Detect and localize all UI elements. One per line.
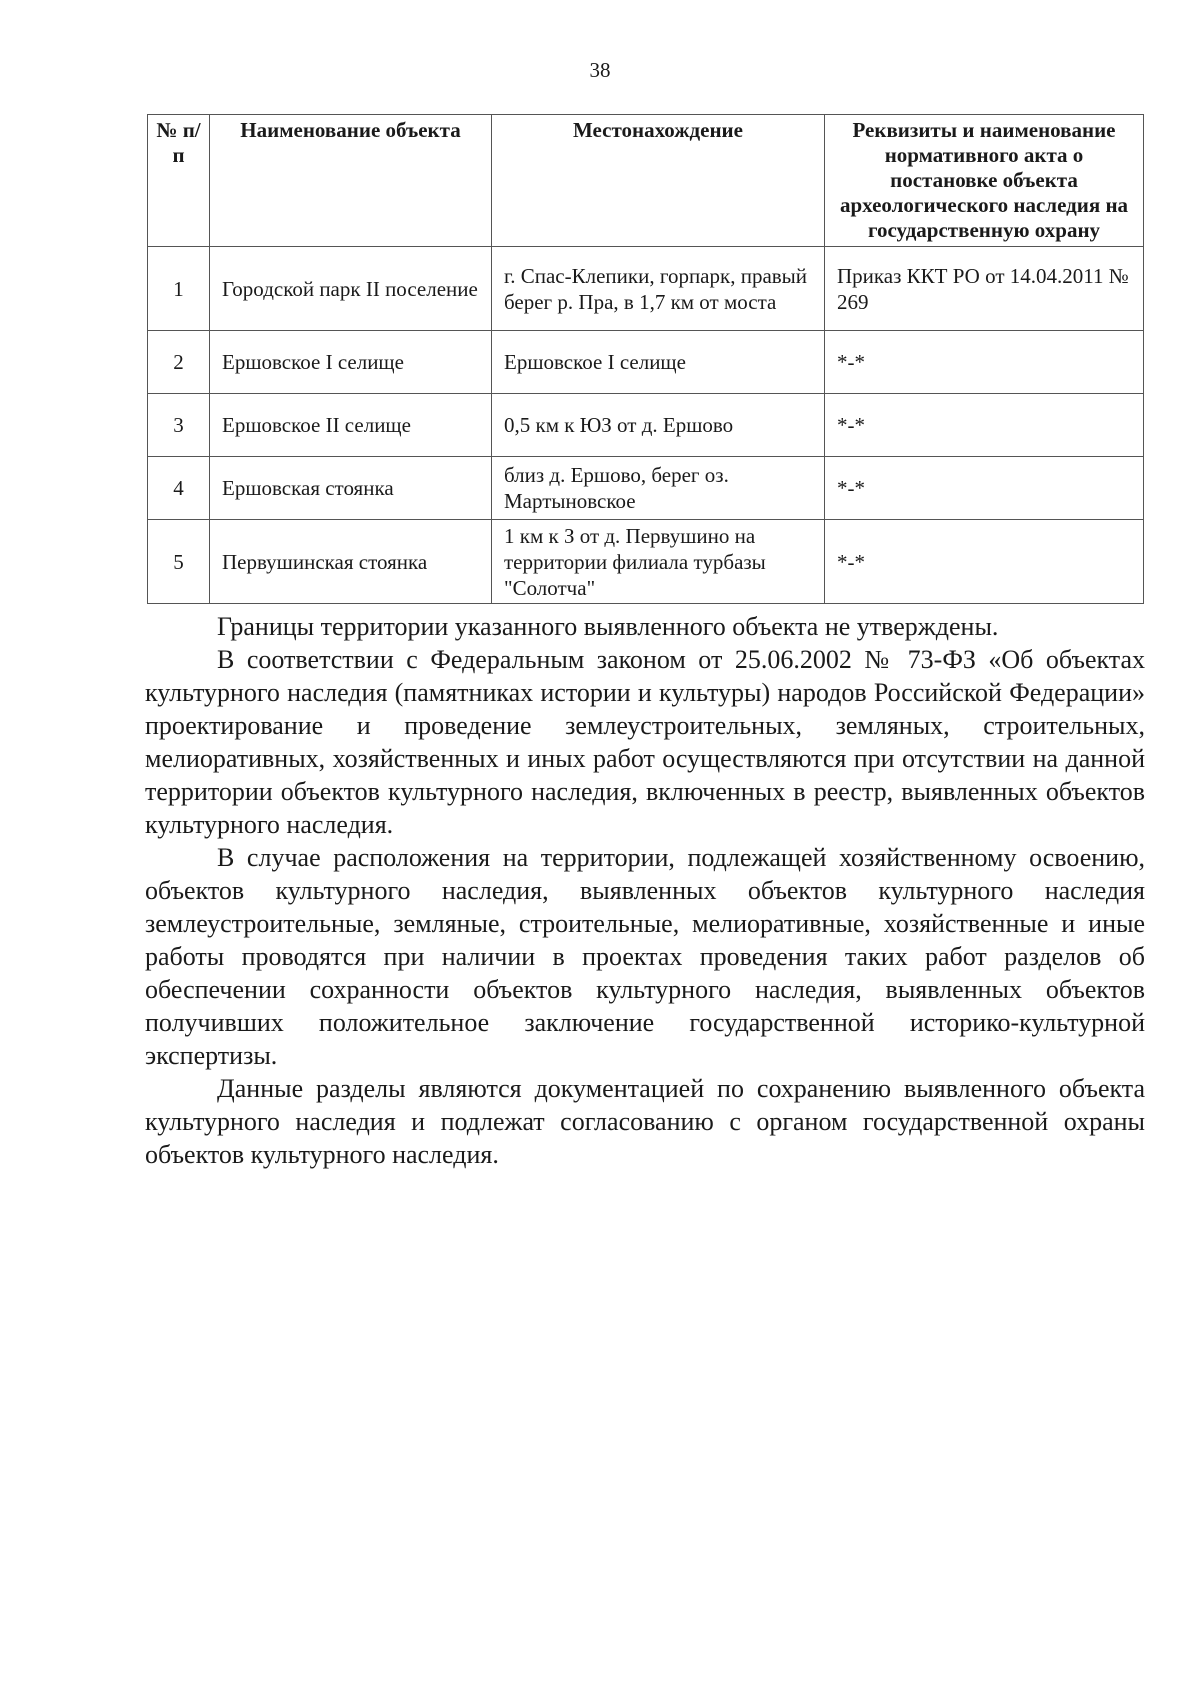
- heritage-objects-table: [147, 114, 1144, 604]
- header-name: Наименование объекта: [210, 115, 492, 247]
- row-requisites: Приказ ККТ РО от 14.04.2011 № 269: [825, 247, 1144, 331]
- row-location: 0,5 км к ЮЗ от д. Ершово: [492, 394, 825, 457]
- paragraph-works-conditions: В случае расположения на территории, подлежащей хозяйственному освоению, объектов культурного наследия, выявленных объектов культурного наследия землеустроительные, земляные, строительные, мелиоративные, хозяйственные и иные работы проводятся при наличии в проектах проведения таких работ разделов об обеспечении сохранности объектов культурного наследия, выявленных объектов получивших положительное заключение государственной историко-культурной экспертизы.: [145, 843, 1145, 1070]
- body-text: [145, 610, 1145, 1171]
- table-row: [148, 331, 1144, 394]
- row-location: г. Спас-Клепики, горпарк, правый берег р. Пра, в 1,7 км от моста: [492, 247, 825, 331]
- row-num: 1: [148, 247, 210, 331]
- paragraph-federal-law: В соответствии с Федеральным законом от 25.06.2002 № 73-ФЗ «Об объектах культурного наследия (памятниках истории и культуры) народов Российской Федерации» проектирование и проведение землеустроительных, земляных, строительных, мелиоративных, хозяйственных и иных работ осуществляются при отсутствии на данной территории объектов культурного наследия, включенных в реестр, выявленных объектов культурного наследия.: [145, 645, 1145, 839]
- table-row: [148, 247, 1144, 331]
- paragraph-boundaries: Границы территории указанного выявленного объекта не утверждены.: [217, 612, 999, 641]
- header-location: Местонахождение: [492, 115, 825, 247]
- row-num: 3: [148, 394, 210, 457]
- table-row: [148, 520, 1144, 604]
- row-requisites: *-*: [825, 520, 1144, 604]
- header-num: № п/п: [148, 115, 210, 247]
- row-name: Первушинская стоянка: [210, 520, 492, 604]
- header-requisites: Реквизиты и наименование нормативного акта о постановке объекта археологического наследия на государственную охрану: [825, 115, 1144, 247]
- row-requisites: *-*: [825, 457, 1144, 520]
- table-row: [148, 394, 1144, 457]
- row-name: Ершовская стоянка: [210, 457, 492, 520]
- row-num: 5: [148, 520, 210, 604]
- page-number: 38: [589, 58, 611, 82]
- row-requisites: *-*: [825, 394, 1144, 457]
- row-name: Ершовское I селище: [210, 331, 492, 394]
- row-name: Ершовское II селище: [210, 394, 492, 457]
- row-location: Ершовское I селище: [492, 331, 825, 394]
- row-name: Городской парк II поселение: [210, 247, 492, 331]
- paragraph-documentation: Данные разделы являются документацией по сохранению выявленного объекта культурного наследия и подлежат согласованию с органом государственной охраны объектов культурного наследия.: [145, 1074, 1145, 1169]
- row-num: 4: [148, 457, 210, 520]
- row-location: 1 км к З от д. Первушино на территории филиала турбазы "Солотча": [492, 520, 825, 604]
- table-row: [148, 457, 1144, 520]
- table-header-row: [148, 115, 1144, 247]
- row-num: 2: [148, 331, 210, 394]
- row-location: близ д. Ершово, берег оз. Мартыновское: [492, 457, 825, 520]
- row-requisites: *-*: [825, 331, 1144, 394]
